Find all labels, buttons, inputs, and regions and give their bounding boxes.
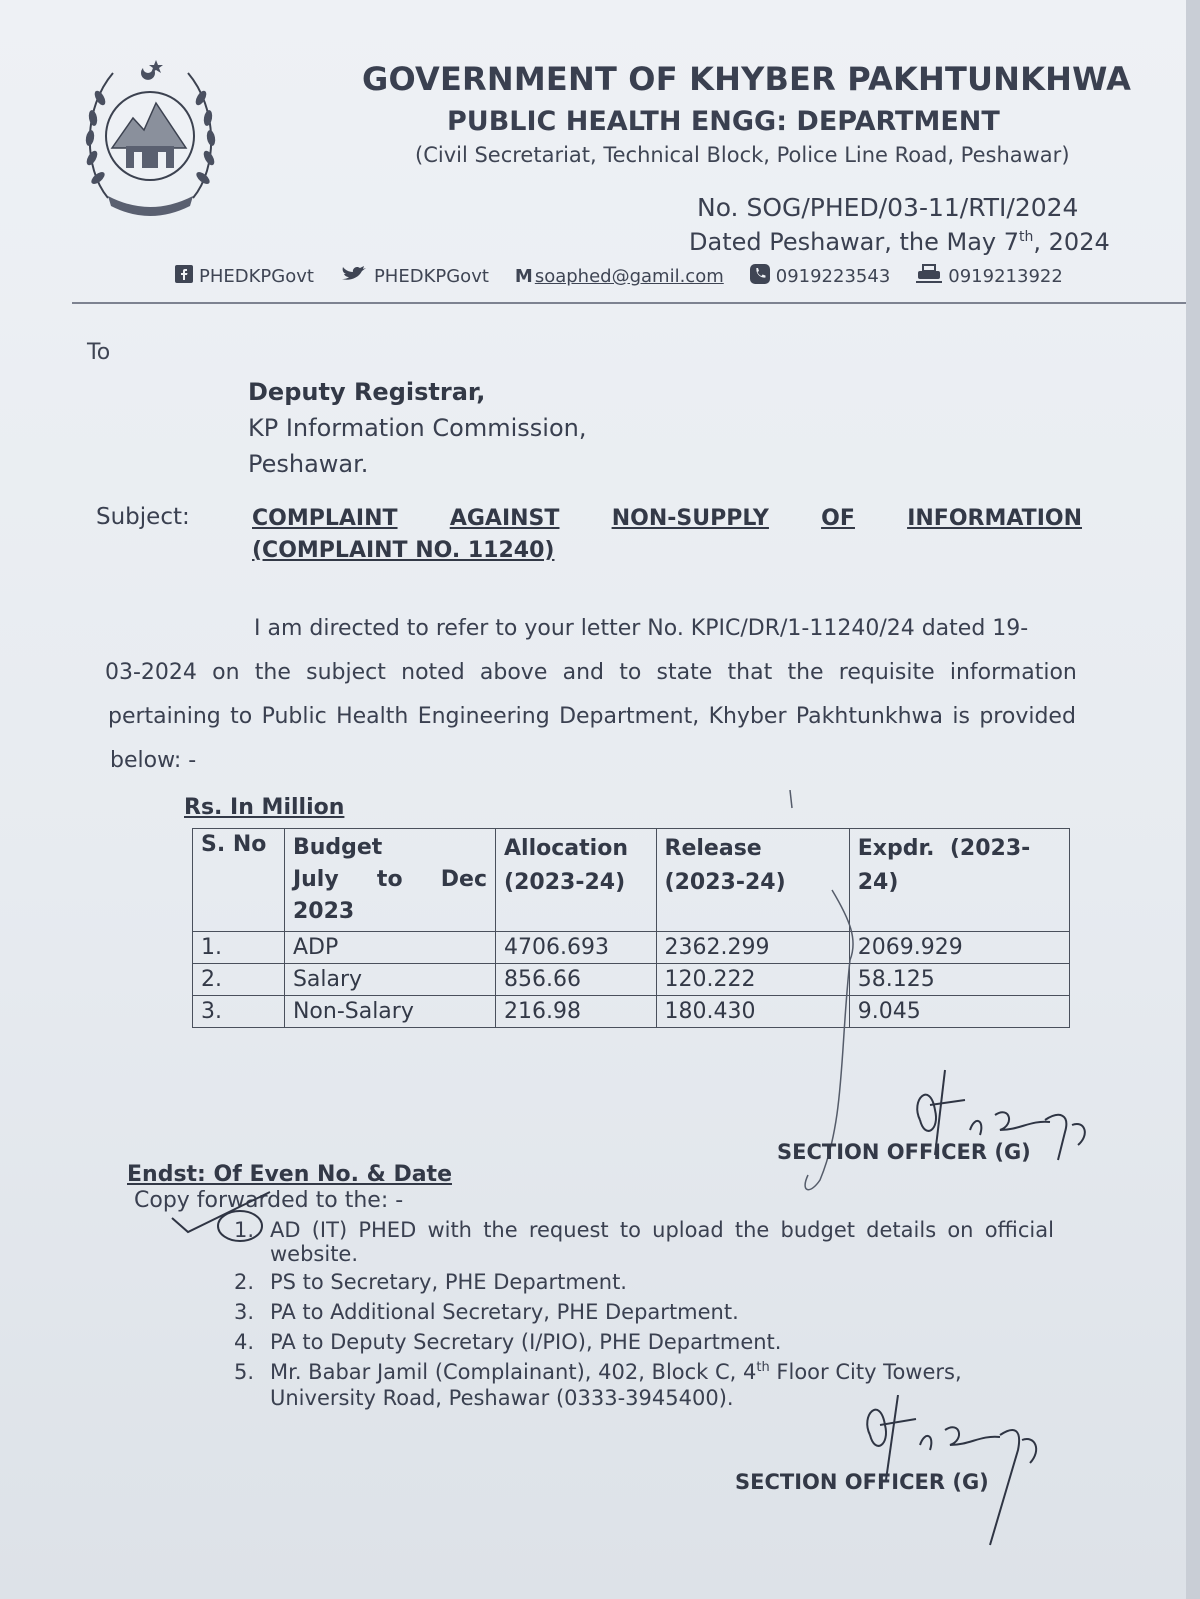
body-line-2: 03-2024 on the subject noted above and to state that the requisite information — [105, 660, 1077, 685]
body-line-4: below: - — [110, 748, 197, 773]
header-expdr: Expdr. (2023- 24) — [849, 829, 1069, 932]
contact-bar — [175, 264, 1089, 289]
cell-expdr: 2069.929 — [849, 932, 1069, 964]
section-officer-title-2: SECTION OFFICER (G) — [735, 1470, 989, 1494]
cell-expdr: 58.125 — [849, 964, 1069, 996]
cell-expdr: 9.045 — [849, 996, 1069, 1028]
table-header-row — [193, 829, 1070, 932]
department-title: PUBLIC HEALTH ENGG: DEPARTMENT — [447, 106, 1000, 137]
to-label: To — [87, 340, 111, 365]
cell-release: 120.222 — [656, 964, 849, 996]
cell-budget: Salary — [284, 964, 495, 996]
phone-contact: 0919223543 — [750, 264, 891, 289]
twitter-icon — [340, 265, 368, 288]
cell-release: 180.430 — [656, 996, 849, 1028]
budget-table — [192, 828, 1070, 1028]
recipient-city: Peshawar. — [248, 450, 369, 478]
cell-budget: Non-Salary — [284, 996, 495, 1028]
cell-sno: 1. — [193, 932, 285, 964]
letter-page: GOVERNMENT OF KHYBER PAKHTUNKHWA PUBLIC HEALTH ENGG: DEPARTMENT (Civil Secretariat, Technical Block, Police Line Road, Peshawar) No. SOG/PHED/03-11/RTI/2024 Dated Peshawar, the May 7th, 2024 PHEDKPGovt PHEDKPGovt M soaphed@gamil.com 0919223543 0919213922 To Deputy Registrar, KP Information Commission, Peshawar. Subject: COMPLAINT AGAINST NON-SUPPLY OF INFORMATION (COMPLAINT NO. 11240) I am directed to refer to your letter No. KPIC/DR/1-11240/24 dated 19- 03-2024 on the subject noted above and to state that the requisite information pertaining to Public Health Engineering Department, Khyber Pakhtunkhwa is provided below: - Rs. In Million S. No Budget July to Dec 2023 Allocation (2023-24) Release (2023-24) Expdr. (2023- 24) 1. ADP 4706.693 2362.299 2069.929 2. Salary 856.66 120.222 58.125 3. Non-Salary 216.98 180.430 9.045 SECTION OFFICER (G) Endst: Of Even No. & Date Copy forwarded to the: - 1. AD (IT) PHED with the request to upload the budget details on official website. 2. PS to Secretary, PHE Department. 3. PA to Additional Secretary, PHE Department. 4. PA to Deputy Secretary (I/PIO), PHE Department. 5. Mr. Babar Jamil (Complainant), 402, Block C, 4th Floor City Towers, University Road, Peshawar (0333-3945400). SECTION OFFICER (G) — [0, 0, 1186, 1599]
subject-label: Subject: — [96, 504, 190, 530]
twitter-contact: PHEDKPGovt — [340, 265, 489, 288]
table-row — [193, 932, 1070, 964]
department-address: (Civil Secretariat, Technical Block, Police Line Road, Peshawar) — [415, 143, 1070, 167]
phone-icon — [750, 264, 770, 289]
government-emblem-logo — [78, 48, 223, 218]
header-release: Release (2023-24) — [656, 829, 849, 932]
government-title: GOVERNMENT OF KHYBER PAKHTUNKHWA — [362, 60, 1132, 98]
table-row — [193, 996, 1070, 1028]
copy-forwarded-label: Copy forwarded to the: - — [134, 1188, 404, 1213]
letter-date: Dated Peshawar, the May 7th, 2024 — [689, 228, 1110, 256]
cell-allocation: 216.98 — [496, 996, 657, 1028]
fax-contact: 0919213922 — [916, 264, 1063, 289]
header-allocation: Allocation (2023-24) — [496, 829, 657, 932]
reference-number: No. SOG/PHED/03-11/RTI/2024 — [697, 193, 1079, 222]
section-officer-title: SECTION OFFICER (G) — [777, 1140, 1031, 1164]
body-line-3: pertaining to Public Health Engineering Department, Khyber Pakhtunkhwa is provided — [108, 704, 1076, 729]
endorsement-heading: Endst: Of Even No. & Date — [127, 1162, 452, 1187]
cell-allocation: 4706.693 — [496, 932, 657, 964]
paper-edge — [1186, 0, 1200, 1599]
body-line-1: I am directed to refer to your letter No. KPIC/DR/1-11240/24 dated 19- — [254, 616, 1029, 641]
cell-release: 2362.299 — [656, 932, 849, 964]
table-row — [193, 964, 1070, 996]
fax-icon — [916, 264, 942, 289]
recipient-office: KP Information Commission, — [248, 414, 587, 442]
cell-budget: ADP — [284, 932, 495, 964]
subject-line-2: (COMPLAINT NO. 11240) — [252, 538, 555, 563]
cell-sno: 3. — [193, 996, 285, 1028]
header-sno: S. No — [193, 829, 285, 932]
header-budget: Budget July to Dec 2023 — [284, 829, 495, 932]
recipient-designation: Deputy Registrar, — [248, 378, 486, 406]
facebook-icon — [175, 265, 193, 288]
cell-sno: 2. — [193, 964, 285, 996]
header-divider — [72, 302, 1186, 304]
mail-icon: M — [514, 266, 533, 287]
cell-allocation: 856.66 — [496, 964, 657, 996]
facebook-contact: PHEDKPGovt — [175, 265, 314, 288]
check-mark — [170, 1190, 280, 1250]
table-unit-label: Rs. In Million — [184, 795, 345, 820]
email-contact: M soaphed@gamil.com — [514, 266, 724, 287]
subject-line-1: COMPLAINT AGAINST NON-SUPPLY OF INFORMATION — [252, 506, 1082, 531]
